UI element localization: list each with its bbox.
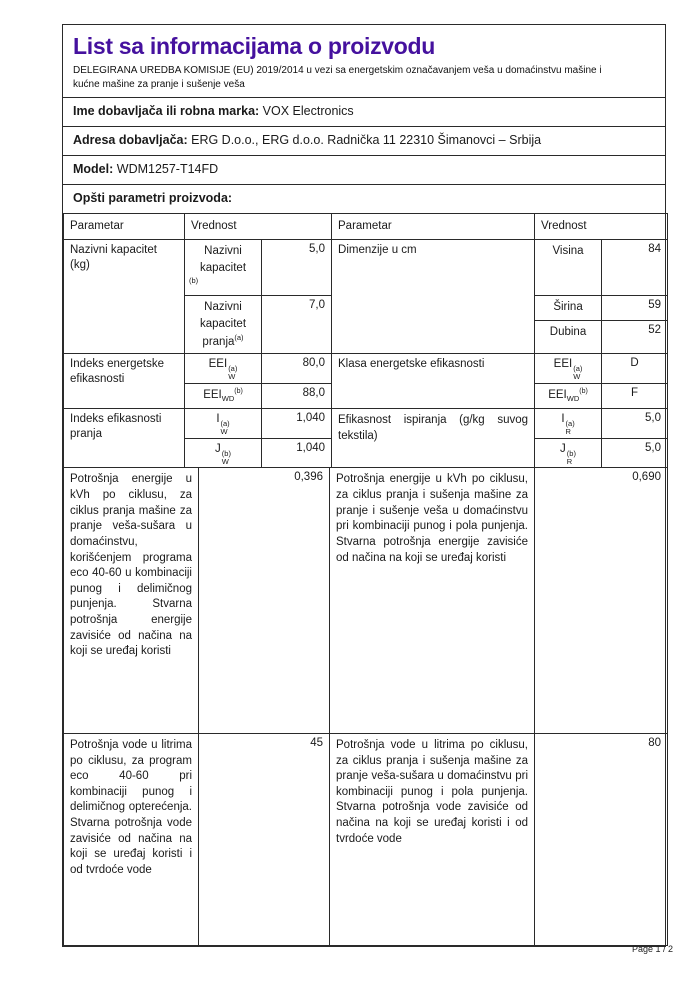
sub-depth: Dubina [535, 320, 602, 354]
value-energy-consumption-wash-dry: 0,690 [535, 468, 668, 733]
formula-eei-w: EEI (a) W [185, 354, 262, 384]
param-rated-capacity: Nazivni kapacitet (kg) [64, 240, 185, 354]
value-rated-capacity-wash: 7,0 [262, 296, 332, 354]
param-rinsing-efficiency: Efikasnost ispiranja (g/kg suvog tekstila) [332, 408, 535, 468]
formula-eei-wd: $EEI_{WD}^{(b)}$ [185, 383, 262, 408]
value-eei-wd: 88,0 [262, 383, 332, 408]
col-header-vrednost-left: Vrednost [185, 214, 332, 240]
model-label: Model: [73, 162, 114, 177]
col-header-parametar-left: Parametar [64, 214, 185, 240]
table-row [64, 408, 668, 438]
param-energy-efficiency-class: Klasa energetske efikasnosti [332, 354, 535, 409]
param-dimensions: Dimenzije u cm [332, 240, 535, 354]
parameters-table-bottom [63, 468, 668, 946]
value-jw: 1,040 [262, 438, 332, 468]
param-energy-consumption-wash: Potrošnja energije u kVh po ciklusu, za ciklus pranja mašine za pranje veša-sušara u domaćinstvu, korišćenjem programa eco 40-60 u kombinaciji punog i delimičnog punjenja. Stvarna potrošnja energije zavisiće od načina na koji se uređaj koristi [64, 468, 199, 733]
supplier-name-row [63, 97, 665, 126]
col-header-vrednost-right: Vrednost [535, 214, 668, 240]
supplier-address-row [63, 126, 665, 155]
supplier-address-value: ERG D.o.o., ERG d.o.o. Radnička 11 22310 Šimanovci – Srbija [191, 133, 542, 148]
formula-eei-w-class: EEI (a) W [535, 354, 602, 384]
parameters-table-top [63, 213, 668, 468]
value-energy-class-w: D [602, 354, 668, 384]
value-jr: 5,0 [602, 438, 668, 468]
value-depth: 52 [602, 320, 668, 354]
formula-jw: J (b) W [185, 438, 262, 468]
sub-rated-capacity-wash: Nazivni kapacitet pranja$^{(a)}$ [185, 296, 262, 354]
formula-eei-wd-class: $EEI_{WD}^{(b)}$ [535, 383, 602, 408]
page-number: Page 1 / 2 [631, 944, 673, 954]
table-row [64, 354, 668, 384]
value-water-consumption-wash-dry: 80 [535, 733, 668, 945]
general-parameters-heading: Opšti parametri proizvoda: [63, 184, 665, 213]
formula-iw: I (a) W [185, 408, 262, 438]
supplier-name-value: VOX Electronics [262, 104, 354, 119]
value-rated-capacity-b: 5,0 [262, 240, 332, 296]
table-row [64, 240, 668, 296]
value-height: 84 [602, 240, 668, 296]
param-energy-efficiency-index: Indeks energetske efikasnosti [64, 354, 185, 409]
supplier-name-label: Ime dobavljača ili robna marka: [73, 104, 260, 119]
formula-jr: J (b) R [535, 438, 602, 468]
param-water-consumption-wash: Potrošnja vode u litrima po ciklusu, za program eco 40-60 pri kombinaciji punog i delimičnog opterećenja. Stvarna potrošnja vode zavisiće od načina na koji se uređaj koristi i od tvrdoće vode [64, 733, 199, 945]
title-block [63, 25, 665, 97]
param-energy-consumption-wash-dry: Potrošnja energije u kVh po ciklusu, za ciklus pranja i sušenja mašine za pranje i sušenje veša u domaćinstvu pri kombinaciji punog i pola punjenja. Stvarna potrošnja energije zavisiće od načina na koji se uređaj koristi [330, 468, 535, 733]
param-washing-efficiency-index: Indeks efikasnosti pranja [64, 408, 185, 468]
value-iw: 1,040 [262, 408, 332, 438]
value-energy-class-wd: F [602, 383, 668, 408]
page-title: List sa informacijama o proizvodu [73, 33, 436, 59]
value-energy-consumption-wash: 0,396 [199, 468, 330, 733]
param-water-consumption-wash-dry: Potrošnja vode u litrima po ciklusu, za ciklus pranja i sušenja mašine za pranje veša-sušara u domaćinstvu pri kombinaciji punog i pola punjenja. Stvarna potrošnja vode zavisiće od načina na koji se uređaj koristi i od tvrdoće vode [330, 733, 535, 945]
formula-ir: I (a) R [535, 408, 602, 438]
regulation-text: DELEGIRANA UREDBA KOMISIJE (EU) 2019/2014 u vezi sa energetskim označavanjem veša u domaćinstvu mašine i kućne mašine za pranje i sušenje veša [73, 64, 602, 90]
table-row [64, 733, 668, 945]
product-information-sheet [62, 24, 666, 947]
model-value: WDM1257-T14FD [116, 162, 219, 177]
value-water-consumption-wash: 45 [199, 733, 330, 945]
table-header-row [64, 214, 668, 240]
model-row [63, 155, 665, 184]
sub-height: Visina [535, 240, 602, 296]
supplier-address-label: Adresa dobavljača: [73, 133, 188, 148]
sub-width: Širina [535, 296, 602, 320]
value-eei-w: 80,0 [262, 354, 332, 384]
value-width: 59 [602, 296, 668, 320]
table-row [64, 468, 668, 733]
sub-rated-capacity-b: Nazivni kapacitet (b) [185, 240, 262, 296]
value-ir: 5,0 [602, 408, 668, 438]
col-header-parametar-right: Parametar [332, 214, 535, 240]
